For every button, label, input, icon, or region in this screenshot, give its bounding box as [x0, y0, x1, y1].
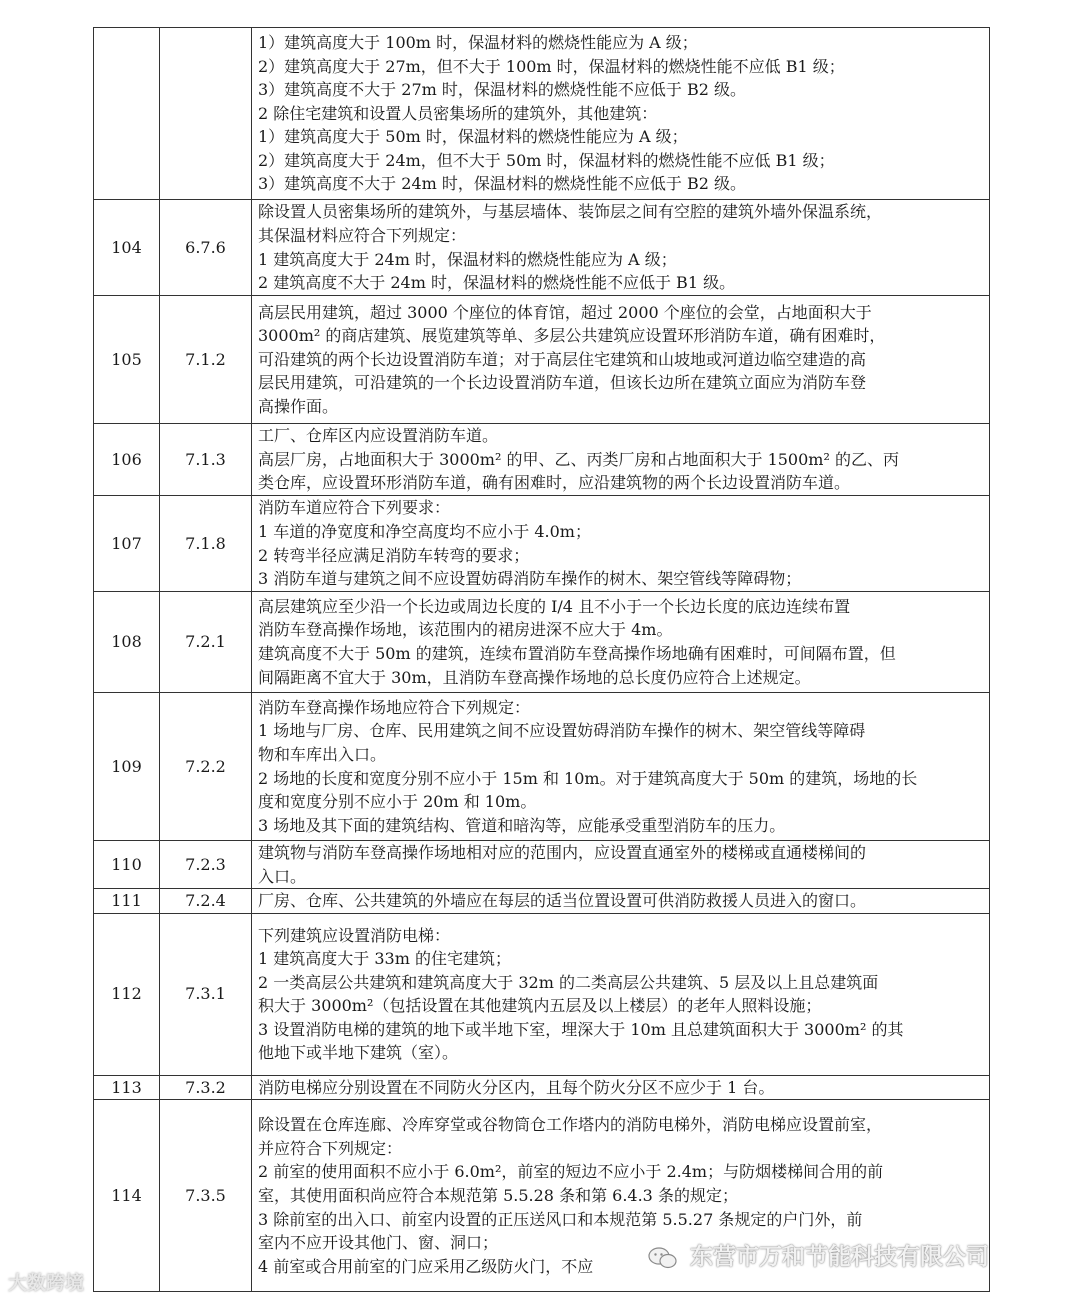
- watermark-left: [8, 1268, 84, 1295]
- clause-text-line: 建筑物与消防车登高操作场地相对应的范围内，应设置直通室外的楼梯或直通楼梯间的: [258, 843, 867, 862]
- clause-text-line: 1 建筑高度大于 33m 的住宅建筑；: [258, 949, 511, 969]
- clause-text-line: 消防车道应符合下列要求：: [258, 498, 451, 518]
- clause-text: [252, 693, 990, 841]
- clause-text-line: 间隔距离不宜大于 30m，且消防车登高操作场地的总长度仍应符合上述规定。: [258, 667, 811, 687]
- clause-text-line: 除设置人员密集场所的建筑外，与基层墙体、装饰层之间有空腔的建筑外墙外保温系统，: [258, 202, 883, 222]
- clause-text-line: 下列建筑应设置消防电梯：: [258, 925, 451, 945]
- row-number: 105: [94, 296, 160, 424]
- watermark-left-text: 大数跨境: [8, 1272, 85, 1294]
- clause-text-line: 1 车道的净宽度和净空高度均不应小于 4.0m；: [258, 521, 591, 541]
- clause-text-line: 消防车登高操作场地应符合下列规定：: [258, 697, 531, 717]
- clause-text-line: 室内不应开设其他门、窗、洞口；: [258, 1233, 499, 1253]
- clause-text-line: 1）建筑高度大于 100m 时，保温材料的燃烧性能应为 A 级；: [258, 32, 698, 52]
- row-number: 107: [94, 496, 160, 592]
- wechat-icon: [648, 1246, 678, 1270]
- clause-text-line: 2 场地的长度和宽度分别不应小于 15m 和 10m。对于建筑高度大于 50m 的建筑，场地的长: [258, 768, 918, 788]
- table-row: [94, 1075, 990, 1100]
- clause-number: 6.7.6: [160, 200, 252, 296]
- clause-text-line: 2 除住宅建筑和设置人员密集场所的建筑外，其他建筑：: [258, 103, 658, 123]
- row-number: [94, 28, 160, 200]
- clause-text-line: 消防车登高操作场地，该范围内的裙房进深不应大于 4m。: [258, 620, 673, 640]
- clause-text-line: 厂房、仓库、公共建筑的外墙应在每层的适当位置设置可供消防救援人员进入的窗口。: [258, 891, 867, 911]
- clause-text-line: 1）建筑高度大于 50m 时，保温材料的燃烧性能应为 A 级；: [258, 127, 688, 147]
- row-number: 113: [94, 1075, 160, 1100]
- row-number: 112: [94, 913, 160, 1075]
- clause-text-line: 高层建筑应至少沿一个长边或周边长度的 I/4 且不小于一个长边长度的底边连续布置: [258, 596, 851, 616]
- clause-text: [252, 889, 990, 914]
- clause-text-line: 除设置在仓库连廊、冷库穿堂或谷物筒仓工作塔内的消防电梯外，消防电梯应设置前室，: [258, 1115, 883, 1135]
- table-row: [94, 424, 990, 496]
- clause-text: [252, 496, 990, 592]
- clause-number: 7.3.1: [160, 913, 252, 1075]
- regulation-table: [93, 27, 990, 1292]
- clause-text-line: 3 消防车道与建筑之间不应设置妨碍消防车操作的树木、架空管线等障碍物；: [258, 569, 802, 589]
- clause-text: [252, 1075, 990, 1100]
- table-row: [94, 693, 990, 841]
- table-row: [94, 889, 990, 914]
- clause-text-line: 并应符合下列规定：: [258, 1138, 403, 1158]
- clause-text-line: 室，其使用面积尚应符合本规范第 5.5.28 条和第 6.4.3 条的规定；: [258, 1186, 738, 1206]
- clause-text-line: 类仓库，应设置环形消防车道，确有困难时，应沿建筑物的两个长边设置消防车道。: [258, 473, 851, 493]
- clause-text-line: 2 前室的使用面积不应小于 6.0m²，前室的短边不应小于 2.4m；与防烟楼梯间合用的前: [258, 1162, 884, 1182]
- clause-number: 7.1.8: [160, 496, 252, 592]
- table-row: [94, 496, 990, 592]
- clause-text-line: 高层民用建筑，超过 3000 个座位的体育馆，超过 2000 个座位的会堂，占地面积大于: [258, 302, 872, 322]
- table-row: [94, 913, 990, 1075]
- clause-number: 7.2.1: [160, 592, 252, 693]
- clause-number: 7.3.5: [160, 1100, 252, 1292]
- clause-text-line: 2 转弯半径应满足消防车转弯的要求；: [258, 545, 530, 565]
- row-number: 111: [94, 889, 160, 914]
- clause-text-line: 2）建筑高度大于 27m，但不大于 100m 时，保温材料的燃烧性能不应低 B1 级；: [258, 56, 845, 76]
- watermark-right: [648, 1238, 989, 1271]
- clause-text: [252, 28, 990, 200]
- clause-text-line: 物和车库出入口。: [258, 744, 387, 764]
- clause-text-line: 3 设置消防电梯的建筑的地下或半地下室，埋深大于 10m 且总建筑面积大于 3000m² 的其: [258, 1019, 904, 1039]
- watermark-right-text: 东营市万和节能科技有限公司: [690, 1244, 990, 1270]
- clause-text-line: 2 建筑高度不大于 24m 时，保温材料的燃烧性能不应低于 B1 级。: [258, 273, 736, 293]
- clause-text-line: 度和宽度分别不应小于 20m 和 10m。: [258, 792, 537, 812]
- clause-text-line: 建筑高度不大于 50m 的建筑，连续布置消防车登高操作场地确有困难时，可间隔布置，但: [258, 644, 896, 663]
- table-row: [94, 841, 990, 889]
- clause-text-line: 其保温材料应符合下列规定：: [258, 225, 467, 245]
- clause-text-line: 2）建筑高度大于 24m，但不大于 50m 时，保温材料的燃烧性能不应低 B1 级；: [258, 150, 835, 170]
- clause-text: [252, 424, 990, 496]
- clause-text-line: 3 场地及其下面的建筑结构、管道和暗沟等，应能承受重型消防车的压力。: [258, 815, 786, 835]
- clause-text-line: 积大于 3000m²（包括设置在其他建筑内五层及以上楼层）的老年人照料设施；: [258, 996, 822, 1016]
- clause-text-line: 3000m² 的商店建筑、展览建筑等单、多层公共建筑应设置环形消防车道，确有困难时，: [258, 326, 886, 346]
- table-row: [94, 296, 990, 424]
- clause-number: 7.2.2: [160, 693, 252, 841]
- clause-text-line: 工厂、仓库区内应设置消防车道。: [258, 426, 499, 446]
- clause-text-line: 3 除前室的出入口、前室内设置的正压送风口和本规范第 5.5.27 条规定的户门外，前: [258, 1209, 863, 1229]
- clause-text-line: 可沿建筑的两个长边设置消防车道；对于高层住宅建筑和山坡地或河道边临空建造的高: [258, 349, 867, 369]
- row-number: 106: [94, 424, 160, 496]
- clause-text-line: 消防电梯应分别设置在不同防火分区内，且每个防火分区不应少于 1 台。: [258, 1077, 775, 1097]
- clause-text: [252, 841, 990, 889]
- clause-text: [252, 592, 990, 693]
- clause-number: [160, 28, 252, 200]
- row-number: 110: [94, 841, 160, 889]
- clause-text-line: 1 场地与厂房、仓库、民用建筑之间不应设置妨碍消防车操作的树木、架空管线等障碍: [258, 721, 866, 741]
- clause-number: 7.3.2: [160, 1075, 252, 1100]
- clause-text-line: 3）建筑高度不大于 27m 时，保温材料的燃烧性能不应低于 B2 级。: [258, 80, 746, 100]
- clause-text-line: 4 前室或合用前室的门应采用乙级防火门，不应: [258, 1256, 594, 1276]
- row-number: 108: [94, 592, 160, 693]
- regulation-table-body: [94, 28, 990, 1292]
- clause-text: [252, 913, 990, 1075]
- clause-text-line: 入口。: [258, 866, 307, 886]
- clause-text-line: 他地下或半地下建筑（室）。: [258, 1043, 459, 1063]
- clause-text: [252, 200, 990, 296]
- clause-number: 7.1.2: [160, 296, 252, 424]
- row-number: 114: [94, 1100, 160, 1292]
- table-row: [94, 200, 990, 296]
- clause-number: 7.1.3: [160, 424, 252, 496]
- clause-text-line: 1 建筑高度大于 24m 时，保温材料的燃烧性能应为 A 级；: [258, 249, 677, 269]
- clause-text-line: 3）建筑高度不大于 24m 时，保温材料的燃烧性能不应低于 B2 级。: [258, 174, 746, 194]
- clause-number: 7.2.4: [160, 889, 252, 914]
- clause-text: [252, 296, 990, 424]
- table-row: [94, 592, 990, 693]
- row-number: 109: [94, 693, 160, 841]
- table-row: [94, 28, 990, 200]
- row-number: 104: [94, 200, 160, 296]
- clause-text-line: 层民用建筑，可沿建筑的一个长边设置消防车道，但该长边所在建筑立面应为消防车登: [258, 373, 867, 393]
- clause-number: 7.2.3: [160, 841, 252, 889]
- clause-text-line: 高层厂房，占地面积大于 3000m² 的甲、乙、丙类厂房和占地面积大于 1500m² 的乙、丙: [258, 449, 899, 469]
- clause-text-line: 2 一类高层公共建筑和建筑高度大于 32m 的二类高层公共建筑、5 层及以上且总建筑面: [258, 972, 879, 992]
- clause-text-line: 高操作面。: [258, 396, 339, 416]
